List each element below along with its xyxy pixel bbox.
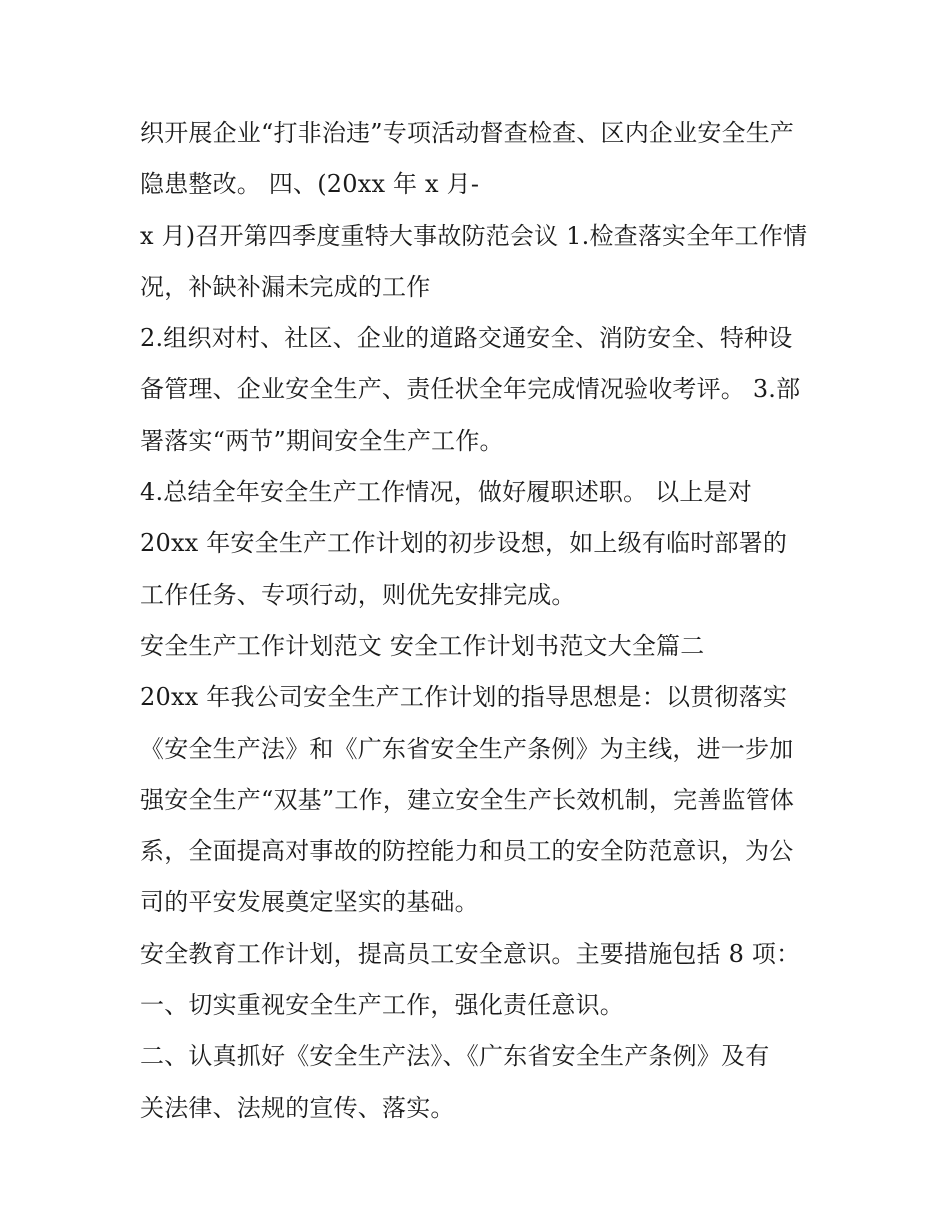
text-line-10: 工作任务、专项行动，则优先安排完成。: [140, 580, 576, 609]
text-line-1: 织开展企业“打非治违”专项活动督查检查、区内企业安全生产: [140, 119, 795, 147]
document-body: [140, 108, 820, 1134]
text-line-14: 强安全生产“双基”工作，建立安全生产长效机制，完善监管体: [140, 785, 795, 814]
text-line-8: 4.总结全年安全生产工作情况，做好履职述职。 以上是对: [140, 478, 752, 507]
text-line-20: 关法律、法规的宣传、落实。: [140, 1093, 455, 1122]
text-line-7: 署落实“两节”期间安全生产工作。: [140, 426, 504, 455]
text-line-6: 备管理、企业安全生产、责任状全年完成情况验收考评。 3.部: [140, 375, 801, 404]
text-line-18: 一、切实重视安全生产工作，强化责任意识。: [140, 991, 624, 1020]
text-line-2: 隐患整改。 四、(20xx 年 x 月-: [140, 170, 480, 199]
text-line-15: 系，全面提高对事故的防控能力和员工的安全防范意识，为公: [140, 837, 794, 866]
text-line-4: 况，补缺补漏未完成的工作: [140, 272, 431, 301]
text-line-17: 安全教育工作计划，提高员工安全意识。主要措施包括 8 项：: [140, 939, 801, 968]
text-line-3: x 月)召开第四季度重特大事故防范会议 1.检查落实全年工作情: [140, 221, 808, 250]
text-line-16: 司的平安发展奠定坚实的基础。: [140, 888, 479, 917]
section-heading: 安全生产工作计划范文 安全工作计划书范文大全篇二: [140, 631, 705, 660]
text-line-12: 20xx 年我公司安全生产工作计划的指导思想是：以贯彻落实: [140, 683, 788, 712]
text-line-19: 二、认真抓好《安全生产法》、《广东省安全生产条例》及有: [140, 1042, 770, 1071]
text-line-5: 2.组织对村、社区、企业的道路交通安全、消防安全、特种设: [140, 324, 793, 353]
text-line-9: 20xx 年安全生产工作计划的初步设想，如上级有临时部署的: [140, 529, 788, 558]
text-line-13: 《安全生产法》和《广东省安全生产条例》为主线，进一步加: [140, 734, 794, 763]
